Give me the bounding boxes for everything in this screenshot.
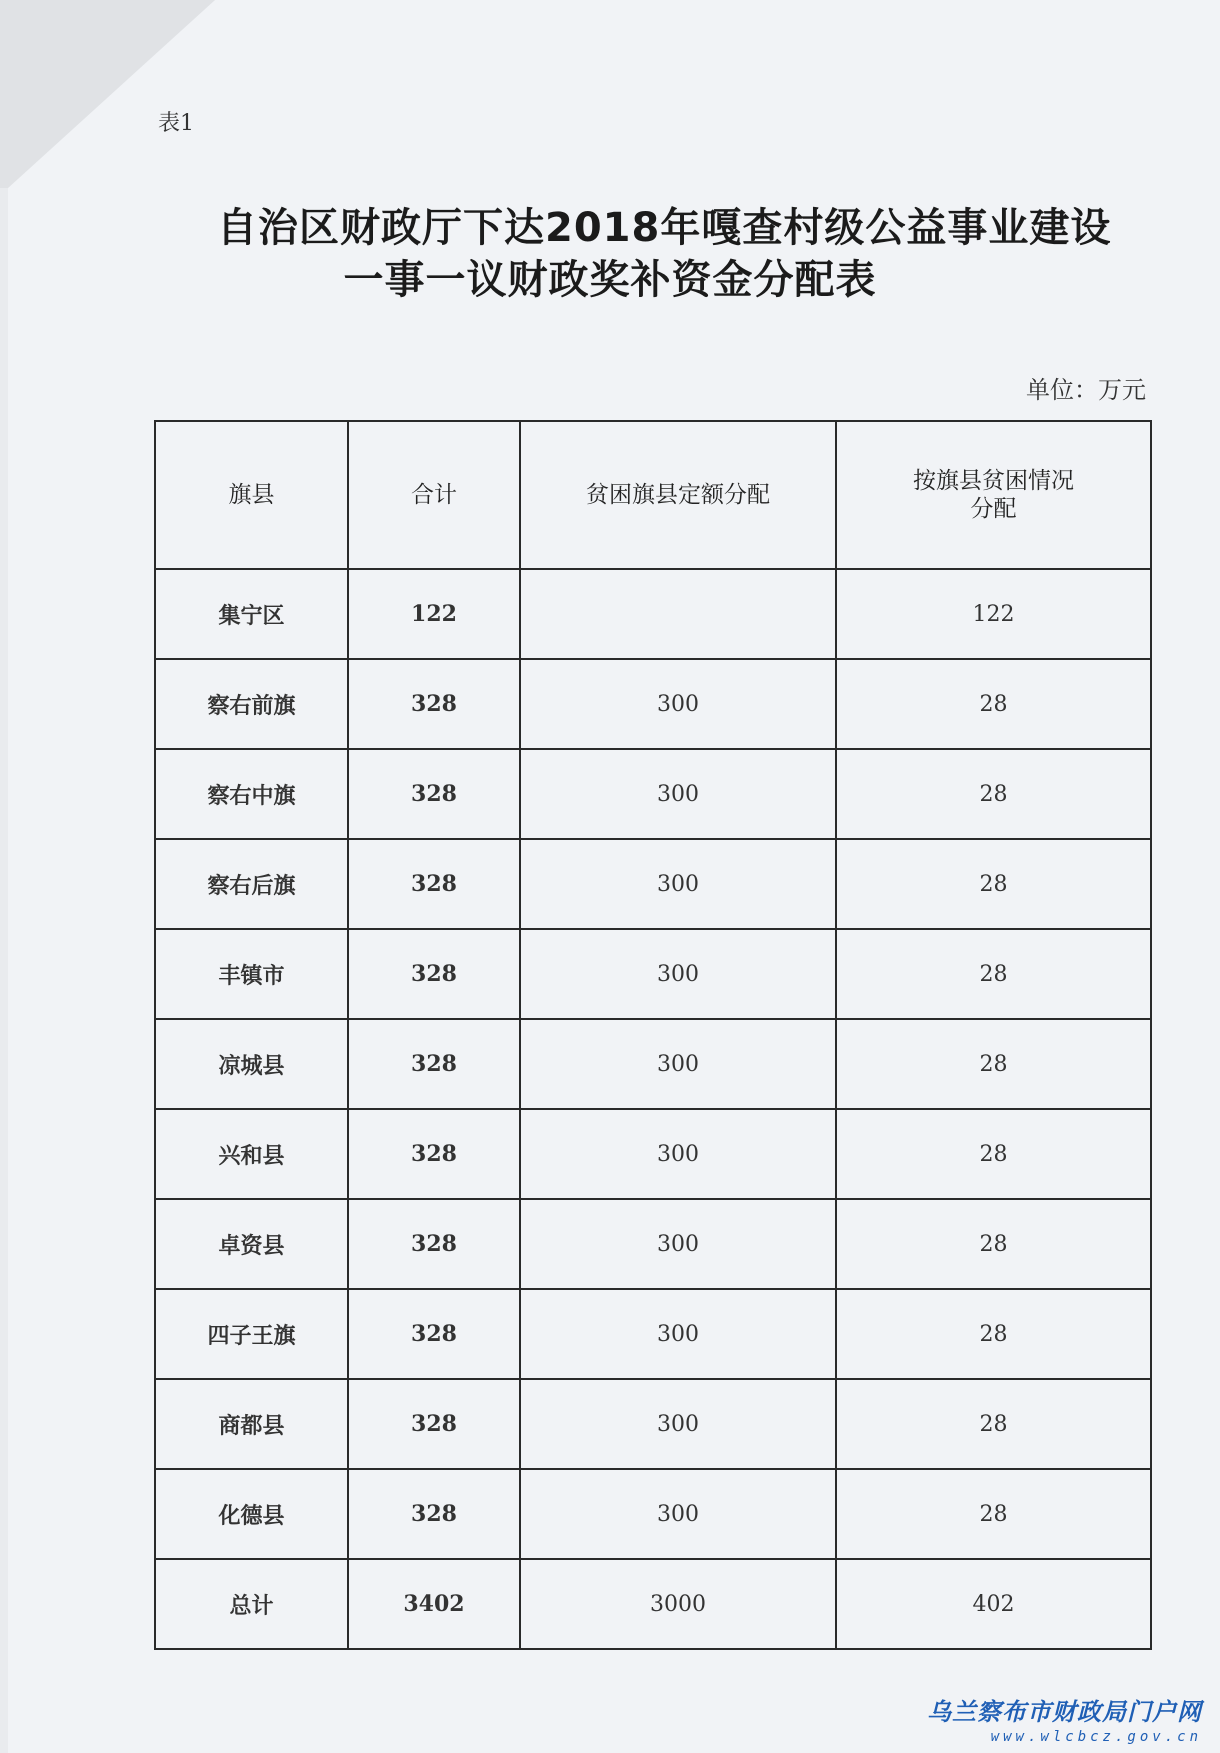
cell-quota [520, 569, 836, 659]
cell-quota: 300 [520, 749, 836, 839]
cell-quota: 300 [520, 1199, 836, 1289]
cell-quota: 300 [520, 1469, 836, 1559]
cell-poverty: 28 [836, 749, 1151, 839]
cell-poverty: 28 [836, 1289, 1151, 1379]
table-row [155, 1289, 1151, 1379]
header-total: 合计 [348, 421, 520, 569]
table-row [155, 929, 1151, 1019]
header-poverty-allocation-text: 按旗县贫困情况 分配 [913, 468, 1074, 522]
cell-poverty: 28 [836, 1379, 1151, 1469]
watermark-site-name: 乌兰察布市财政局门户网 [927, 1698, 1202, 1726]
table-header-row [155, 421, 1151, 569]
table-row [155, 1019, 1151, 1109]
watermark-url: www.wlcbcz.gov.cn [990, 1729, 1202, 1745]
cell-county: 商都县 [155, 1379, 348, 1469]
cell-total: 328 [348, 1109, 520, 1199]
cell-poverty: 28 [836, 929, 1151, 1019]
cell-total: 328 [348, 749, 520, 839]
table-row [155, 659, 1151, 749]
cell-total: 328 [348, 929, 520, 1019]
cell-county: 集宁区 [155, 569, 348, 659]
cell-total: 328 [348, 659, 520, 749]
cell-county: 卓资县 [155, 1199, 348, 1289]
cell-quota: 3000 [520, 1559, 836, 1649]
table-row [155, 1469, 1151, 1559]
cell-poverty: 28 [836, 839, 1151, 929]
cell-total: 3402 [348, 1559, 520, 1649]
cell-quota: 300 [520, 1289, 836, 1379]
cell-quota: 300 [520, 929, 836, 1019]
table-row [155, 1559, 1151, 1649]
table-row [155, 569, 1151, 659]
cell-county: 四子王旗 [155, 1289, 348, 1379]
cell-quota: 300 [520, 1379, 836, 1469]
cell-total: 328 [348, 1019, 520, 1109]
table-row [155, 1199, 1151, 1289]
cell-county: 兴和县 [155, 1109, 348, 1199]
cell-total: 122 [348, 569, 520, 659]
cell-county: 察右后旗 [155, 839, 348, 929]
unit-label: 单位：万元 [1026, 376, 1146, 404]
document-title-line-1: 自治区财政厅下达2018年嘎查村级公益事业建设 [217, 205, 1112, 251]
allocation-table [154, 420, 1152, 1650]
header-quota-allocation: 贫困旗县定额分配 [520, 421, 836, 569]
cell-county: 凉城县 [155, 1019, 348, 1109]
table-label: 表1 [158, 111, 194, 136]
cell-county: 察右前旗 [155, 659, 348, 749]
table-row [155, 1379, 1151, 1469]
table-body [155, 569, 1151, 1649]
cell-poverty: 28 [836, 1199, 1151, 1289]
cell-total: 328 [348, 1379, 520, 1469]
cell-county: 察右中旗 [155, 749, 348, 839]
cell-quota: 300 [520, 659, 836, 749]
cell-poverty: 28 [836, 659, 1151, 749]
cell-total: 328 [348, 1469, 520, 1559]
table-row [155, 749, 1151, 839]
cell-poverty: 28 [836, 1469, 1151, 1559]
document-title-line-2: 一事一议财政奖补资金分配表 [343, 257, 877, 303]
cell-poverty: 122 [836, 569, 1151, 659]
cell-county: 化德县 [155, 1469, 348, 1559]
header-poverty-allocation [836, 421, 1151, 569]
cell-total: 328 [348, 1199, 520, 1289]
cell-county: 丰镇市 [155, 929, 348, 1019]
cell-poverty: 28 [836, 1019, 1151, 1109]
table-row [155, 839, 1151, 929]
header-county: 旗县 [155, 421, 348, 569]
cell-total: 328 [348, 1289, 520, 1379]
cell-county: 总计 [155, 1559, 348, 1649]
cell-quota: 300 [520, 1019, 836, 1109]
table-row [155, 1109, 1151, 1199]
cell-quota: 300 [520, 1109, 836, 1199]
cell-total: 328 [348, 839, 520, 929]
cell-poverty: 402 [836, 1559, 1151, 1649]
cell-quota: 300 [520, 839, 836, 929]
cell-poverty: 28 [836, 1109, 1151, 1199]
site-watermark [927, 1692, 1202, 1745]
